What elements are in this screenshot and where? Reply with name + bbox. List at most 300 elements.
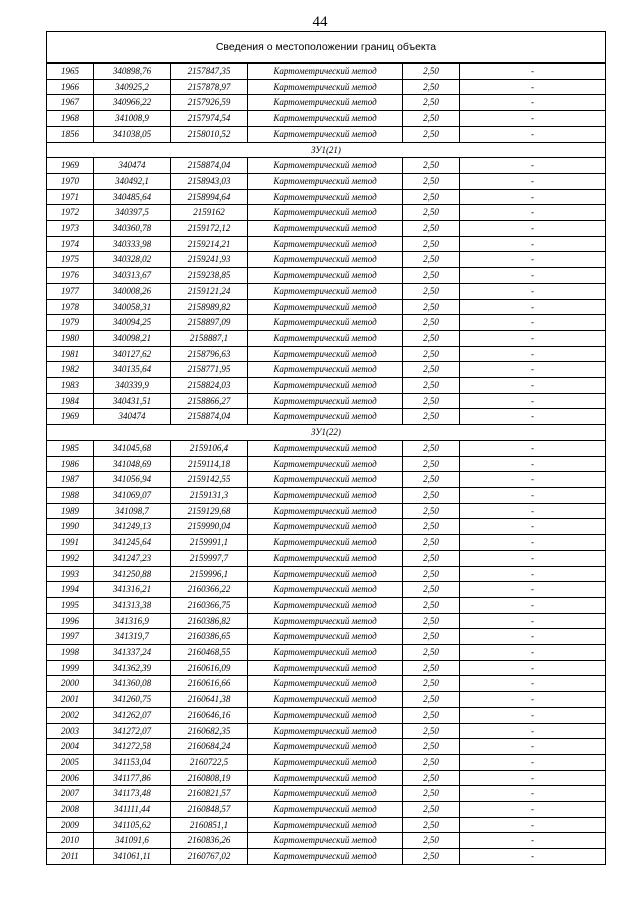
error-cell: 2,50 (403, 95, 460, 111)
method-cell: Картометрический метод (248, 535, 403, 551)
description-cell: - (460, 535, 606, 551)
table-row (47, 409, 606, 425)
table-row (47, 754, 606, 770)
point-number-cell: 1968 (47, 111, 94, 127)
description-cell: - (460, 268, 606, 284)
coordinate-x-cell: 340925,2 (94, 79, 171, 95)
method-cell: Картометрический метод (248, 299, 403, 315)
description-cell: - (460, 676, 606, 692)
coordinate-y-cell: 2158866,27 (171, 393, 248, 409)
table-row (47, 582, 606, 598)
description-cell: - (460, 597, 606, 613)
coordinate-x-cell: 341249,13 (94, 519, 171, 535)
coordinate-y-cell: 2158943,03 (171, 173, 248, 189)
point-number-cell: 1999 (47, 660, 94, 676)
error-cell: 2,50 (403, 173, 460, 189)
point-number-cell: 1992 (47, 550, 94, 566)
point-number-cell: 1990 (47, 519, 94, 535)
point-number-cell: 1966 (47, 79, 94, 95)
coordinate-x-cell: 340313,67 (94, 268, 171, 284)
coordinate-x-cell: 340328,02 (94, 252, 171, 268)
table-row (47, 645, 606, 661)
method-cell: Картометрический метод (248, 487, 403, 503)
coordinate-y-cell: 2160366,75 (171, 597, 248, 613)
point-number-cell: 1856 (47, 126, 94, 142)
description-cell: - (460, 707, 606, 723)
table-row (47, 173, 606, 189)
coordinate-y-cell: 2160851,1 (171, 817, 248, 833)
method-cell: Картометрический метод (248, 315, 403, 331)
description-cell: - (460, 566, 606, 582)
section-label: ЗУ1(21) (47, 142, 606, 158)
point-number-cell: 2011 (47, 849, 94, 865)
coordinate-y-cell: 2158824,03 (171, 378, 248, 394)
error-cell: 2,50 (403, 221, 460, 237)
coordinate-y-cell: 2159990,04 (171, 519, 248, 535)
table-row (47, 739, 606, 755)
point-number-cell: 1993 (47, 566, 94, 582)
error-cell: 2,50 (403, 393, 460, 409)
description-cell: - (460, 754, 606, 770)
page-number: 44 (312, 14, 328, 30)
table-row (47, 283, 606, 299)
method-cell: Картометрический метод (248, 221, 403, 237)
coordinate-x-cell: 341091,6 (94, 833, 171, 849)
coordinate-y-cell: 2157974,54 (171, 111, 248, 127)
point-number-cell: 2004 (47, 739, 94, 755)
error-cell: 2,50 (403, 676, 460, 692)
coordinate-y-cell: 2160616,66 (171, 676, 248, 692)
method-cell: Картометрический метод (248, 629, 403, 645)
description-cell: - (460, 582, 606, 598)
point-number-cell: 1995 (47, 597, 94, 613)
error-cell: 2,50 (403, 629, 460, 645)
description-cell: - (460, 126, 606, 142)
table-row (47, 362, 606, 378)
method-cell: Картометрический метод (248, 64, 403, 80)
description-cell: - (460, 629, 606, 645)
description-cell: - (460, 739, 606, 755)
coordinate-y-cell: 2160646,16 (171, 707, 248, 723)
description-cell: - (460, 786, 606, 802)
error-cell: 2,50 (403, 723, 460, 739)
point-number-cell: 2003 (47, 723, 94, 739)
coordinate-x-cell: 341177,86 (94, 770, 171, 786)
coordinate-y-cell: 2159172,12 (171, 221, 248, 237)
coordinate-x-cell: 340492,1 (94, 173, 171, 189)
method-cell: Картометрический метод (248, 362, 403, 378)
method-cell: Картометрический метод (248, 205, 403, 221)
coordinate-y-cell: 2159121,24 (171, 283, 248, 299)
section-label: ЗУ1(22) (47, 425, 606, 441)
coordinate-x-cell: 340360,78 (94, 221, 171, 237)
error-cell: 2,50 (403, 535, 460, 551)
point-number-cell: 1986 (47, 456, 94, 472)
description-cell: - (460, 849, 606, 865)
coordinate-y-cell: 2158874,04 (171, 158, 248, 174)
error-cell: 2,50 (403, 645, 460, 661)
coordinate-x-cell: 341045,68 (94, 440, 171, 456)
table-row (47, 456, 606, 472)
error-cell: 2,50 (403, 330, 460, 346)
description-cell: - (460, 645, 606, 661)
coordinate-y-cell: 2160767,02 (171, 849, 248, 865)
point-number-cell: 1976 (47, 268, 94, 284)
description-cell: - (460, 833, 606, 849)
coordinate-x-cell: 341247,23 (94, 550, 171, 566)
table-row (47, 158, 606, 174)
coordinate-x-cell: 341272,07 (94, 723, 171, 739)
method-cell: Картометрический метод (248, 802, 403, 818)
table-row (47, 299, 606, 315)
error-cell: 2,50 (403, 158, 460, 174)
section-row (47, 142, 606, 158)
method-cell: Картометрический метод (248, 283, 403, 299)
error-cell: 2,50 (403, 849, 460, 865)
point-number-cell: 1987 (47, 472, 94, 488)
coordinate-x-cell: 340094,25 (94, 315, 171, 331)
error-cell: 2,50 (403, 833, 460, 849)
coordinate-x-cell: 341245,64 (94, 535, 171, 551)
point-number-cell: 1991 (47, 535, 94, 551)
table-row (47, 111, 606, 127)
method-cell: Картометрический метод (248, 503, 403, 519)
description-cell: - (460, 283, 606, 299)
error-cell: 2,50 (403, 707, 460, 723)
coordinate-y-cell: 2159129,68 (171, 503, 248, 519)
method-cell: Картометрический метод (248, 346, 403, 362)
description-cell: - (460, 173, 606, 189)
point-number-cell: 1970 (47, 173, 94, 189)
description-cell: - (460, 440, 606, 456)
coordinate-y-cell: 2158010,52 (171, 126, 248, 142)
coordinate-y-cell: 2159106,4 (171, 440, 248, 456)
table-row (47, 315, 606, 331)
description-cell: - (460, 221, 606, 237)
error-cell: 2,50 (403, 487, 460, 503)
description-cell: - (460, 236, 606, 252)
coordinate-x-cell: 340898,76 (94, 64, 171, 80)
table-row (47, 64, 606, 80)
description-cell: - (460, 346, 606, 362)
table-title-text: Сведения о местоположении границ объекта (215, 41, 437, 53)
method-cell: Картометрический метод (248, 173, 403, 189)
error-cell: 2,50 (403, 566, 460, 582)
method-cell: Картометрический метод (248, 660, 403, 676)
coordinate-y-cell: 2158874,04 (171, 409, 248, 425)
coordinate-y-cell: 2160682,35 (171, 723, 248, 739)
error-cell: 2,50 (403, 409, 460, 425)
error-cell: 2,50 (403, 79, 460, 95)
coordinate-y-cell: 2160616,09 (171, 660, 248, 676)
coordinate-y-cell: 2160366,22 (171, 582, 248, 598)
point-number-cell: 1974 (47, 236, 94, 252)
point-number-cell: 1978 (47, 299, 94, 315)
coordinate-x-cell: 340474 (94, 158, 171, 174)
error-cell: 2,50 (403, 378, 460, 394)
point-number-cell: 1973 (47, 221, 94, 237)
method-cell: Картометрический метод (248, 754, 403, 770)
point-number-cell: 1980 (47, 330, 94, 346)
table-row (47, 566, 606, 582)
coordinate-y-cell: 2159991,1 (171, 535, 248, 551)
error-cell: 2,50 (403, 299, 460, 315)
coordinate-y-cell: 2159142,55 (171, 472, 248, 488)
coordinate-x-cell: 340397,5 (94, 205, 171, 221)
description-cell: - (460, 95, 606, 111)
point-number-cell: 2005 (47, 754, 94, 770)
coordinate-x-cell: 341362,39 (94, 660, 171, 676)
method-cell: Картометрический метод (248, 409, 403, 425)
coordinate-x-cell: 341262,07 (94, 707, 171, 723)
coordinate-x-cell: 340474 (94, 409, 171, 425)
description-cell: - (460, 770, 606, 786)
coordinate-y-cell: 2160468,55 (171, 645, 248, 661)
method-cell: Картометрический метод (248, 786, 403, 802)
error-cell: 2,50 (403, 205, 460, 221)
point-number-cell: 1971 (47, 189, 94, 205)
table-row (47, 723, 606, 739)
description-cell: - (460, 817, 606, 833)
method-cell: Картометрический метод (248, 582, 403, 598)
table-row (47, 535, 606, 551)
description-cell: - (460, 409, 606, 425)
error-cell: 2,50 (403, 362, 460, 378)
point-number-cell: 2001 (47, 692, 94, 708)
error-cell: 2,50 (403, 189, 460, 205)
table-row (47, 802, 606, 818)
description-cell: - (460, 692, 606, 708)
table-row (47, 660, 606, 676)
description-cell: - (460, 189, 606, 205)
coordinate-x-cell: 340098,21 (94, 330, 171, 346)
method-cell: Картометрический метод (248, 236, 403, 252)
description-cell: - (460, 111, 606, 127)
coordinate-y-cell: 2160808,19 (171, 770, 248, 786)
description-cell: - (460, 315, 606, 331)
coordinate-x-cell: 341316,21 (94, 582, 171, 598)
coordinate-x-cell: 341153,04 (94, 754, 171, 770)
table-row (47, 770, 606, 786)
method-cell: Картометрический метод (248, 723, 403, 739)
table-row (47, 236, 606, 252)
description-cell: - (460, 660, 606, 676)
method-cell: Картометрический метод (248, 158, 403, 174)
error-cell: 2,50 (403, 503, 460, 519)
coordinate-y-cell: 2157878,97 (171, 79, 248, 95)
method-cell: Картометрический метод (248, 111, 403, 127)
coordinate-x-cell: 341098,7 (94, 503, 171, 519)
table-row (47, 346, 606, 362)
method-cell: Картометрический метод (248, 692, 403, 708)
error-cell: 2,50 (403, 126, 460, 142)
error-cell: 2,50 (403, 519, 460, 535)
coordinate-y-cell: 2158897,09 (171, 315, 248, 331)
description-cell: - (460, 472, 606, 488)
table-row (47, 503, 606, 519)
error-cell: 2,50 (403, 692, 460, 708)
method-cell: Картометрический метод (248, 817, 403, 833)
error-cell: 2,50 (403, 802, 460, 818)
table-row (47, 79, 606, 95)
table-row (47, 487, 606, 503)
point-number-cell: 1984 (47, 393, 94, 409)
description-cell: - (460, 252, 606, 268)
table-row (47, 472, 606, 488)
coordinate-x-cell: 340058,31 (94, 299, 171, 315)
table-row (47, 393, 606, 409)
coordinate-y-cell: 2157926,59 (171, 95, 248, 111)
error-cell: 2,50 (403, 613, 460, 629)
description-cell: - (460, 64, 606, 80)
coordinate-x-cell: 341038,05 (94, 126, 171, 142)
point-number-cell: 2008 (47, 802, 94, 818)
table-title (46, 31, 606, 63)
coordinate-x-cell: 340966,22 (94, 95, 171, 111)
point-number-cell: 2009 (47, 817, 94, 833)
coordinate-x-cell: 341061,11 (94, 849, 171, 865)
table-row (47, 676, 606, 692)
point-number-cell: 1994 (47, 582, 94, 598)
error-cell: 2,50 (403, 283, 460, 299)
coordinate-y-cell: 2158796,63 (171, 346, 248, 362)
point-number-cell: 1989 (47, 503, 94, 519)
coordinate-y-cell: 2159238,85 (171, 268, 248, 284)
error-cell: 2,50 (403, 111, 460, 127)
method-cell: Картометрический метод (248, 440, 403, 456)
error-cell: 2,50 (403, 315, 460, 331)
coordinate-x-cell: 340135,64 (94, 362, 171, 378)
method-cell: Картометрический метод (248, 456, 403, 472)
boundary-sheet (46, 31, 606, 865)
point-number-cell: 1977 (47, 283, 94, 299)
table-row (47, 440, 606, 456)
coordinate-x-cell: 340333,98 (94, 236, 171, 252)
coordinate-y-cell: 2159162 (171, 205, 248, 221)
method-cell: Картометрический метод (248, 519, 403, 535)
table-row (47, 707, 606, 723)
coordinate-y-cell: 2158887,1 (171, 330, 248, 346)
coordinate-x-cell: 341360,08 (94, 676, 171, 692)
coordinate-y-cell: 2160848,57 (171, 802, 248, 818)
coordinate-y-cell: 2158771,95 (171, 362, 248, 378)
method-cell: Картометрический метод (248, 849, 403, 865)
description-cell: - (460, 158, 606, 174)
method-cell: Картометрический метод (248, 613, 403, 629)
point-number-cell: 1998 (47, 645, 94, 661)
point-number-cell: 1985 (47, 440, 94, 456)
coordinate-x-cell: 341337,24 (94, 645, 171, 661)
method-cell: Картометрический метод (248, 770, 403, 786)
point-number-cell: 1975 (47, 252, 94, 268)
method-cell: Картометрический метод (248, 126, 403, 142)
error-cell: 2,50 (403, 472, 460, 488)
coordinate-y-cell: 2160836,26 (171, 833, 248, 849)
point-number-cell: 1983 (47, 378, 94, 394)
description-cell: - (460, 723, 606, 739)
method-cell: Картометрический метод (248, 833, 403, 849)
error-cell: 2,50 (403, 456, 460, 472)
coordinate-x-cell: 340339,9 (94, 378, 171, 394)
error-cell: 2,50 (403, 754, 460, 770)
point-number-cell: 1979 (47, 315, 94, 331)
error-cell: 2,50 (403, 268, 460, 284)
method-cell: Картометрический метод (248, 252, 403, 268)
coordinate-x-cell: 340008,26 (94, 283, 171, 299)
point-number-cell: 1988 (47, 487, 94, 503)
table-row (47, 330, 606, 346)
point-number-cell: 2007 (47, 786, 94, 802)
error-cell: 2,50 (403, 550, 460, 566)
method-cell: Картометрический метод (248, 189, 403, 205)
error-cell: 2,50 (403, 597, 460, 613)
point-number-cell: 2002 (47, 707, 94, 723)
error-cell: 2,50 (403, 582, 460, 598)
description-cell: - (460, 393, 606, 409)
table-row (47, 597, 606, 613)
table-row (47, 378, 606, 394)
point-number-cell: 1969 (47, 409, 94, 425)
error-cell: 2,50 (403, 346, 460, 362)
coordinate-x-cell: 341105,62 (94, 817, 171, 833)
point-number-cell: 2010 (47, 833, 94, 849)
error-cell: 2,50 (403, 252, 460, 268)
coordinates-table-body (47, 64, 606, 865)
coordinate-x-cell: 341056,94 (94, 472, 171, 488)
section-row (47, 425, 606, 441)
coordinate-y-cell: 2160386,65 (171, 629, 248, 645)
method-cell: Картометрический метод (248, 676, 403, 692)
table-row (47, 95, 606, 111)
point-number-cell: 1967 (47, 95, 94, 111)
error-cell: 2,50 (403, 660, 460, 676)
error-cell: 2,50 (403, 739, 460, 755)
description-cell: - (460, 613, 606, 629)
table-row (47, 205, 606, 221)
description-cell: - (460, 205, 606, 221)
table-row (47, 613, 606, 629)
description-cell: - (460, 330, 606, 346)
coordinate-y-cell: 2160821,57 (171, 786, 248, 802)
description-cell: - (460, 362, 606, 378)
coordinate-y-cell: 2158989,82 (171, 299, 248, 315)
table-row (47, 833, 606, 849)
point-number-cell: 1969 (47, 158, 94, 174)
coordinate-y-cell: 2160386,82 (171, 613, 248, 629)
method-cell: Картометрический метод (248, 79, 403, 95)
coordinate-y-cell: 2159996,1 (171, 566, 248, 582)
description-cell: - (460, 503, 606, 519)
coordinate-y-cell: 2160722,5 (171, 754, 248, 770)
table-row (47, 550, 606, 566)
method-cell: Картометрический метод (248, 739, 403, 755)
coordinate-x-cell: 341316,9 (94, 613, 171, 629)
coordinate-x-cell: 341250,88 (94, 566, 171, 582)
description-cell: - (460, 299, 606, 315)
coordinate-y-cell: 2159131,3 (171, 487, 248, 503)
error-cell: 2,50 (403, 440, 460, 456)
coordinate-y-cell: 2159997,7 (171, 550, 248, 566)
point-number-cell: 2000 (47, 676, 94, 692)
point-number-cell: 1997 (47, 629, 94, 645)
coordinate-y-cell: 2159114,18 (171, 456, 248, 472)
method-cell: Картометрический метод (248, 597, 403, 613)
point-number-cell: 1972 (47, 205, 94, 221)
table-row (47, 849, 606, 865)
error-cell: 2,50 (403, 64, 460, 80)
method-cell: Картометрический метод (248, 472, 403, 488)
table-row (47, 268, 606, 284)
